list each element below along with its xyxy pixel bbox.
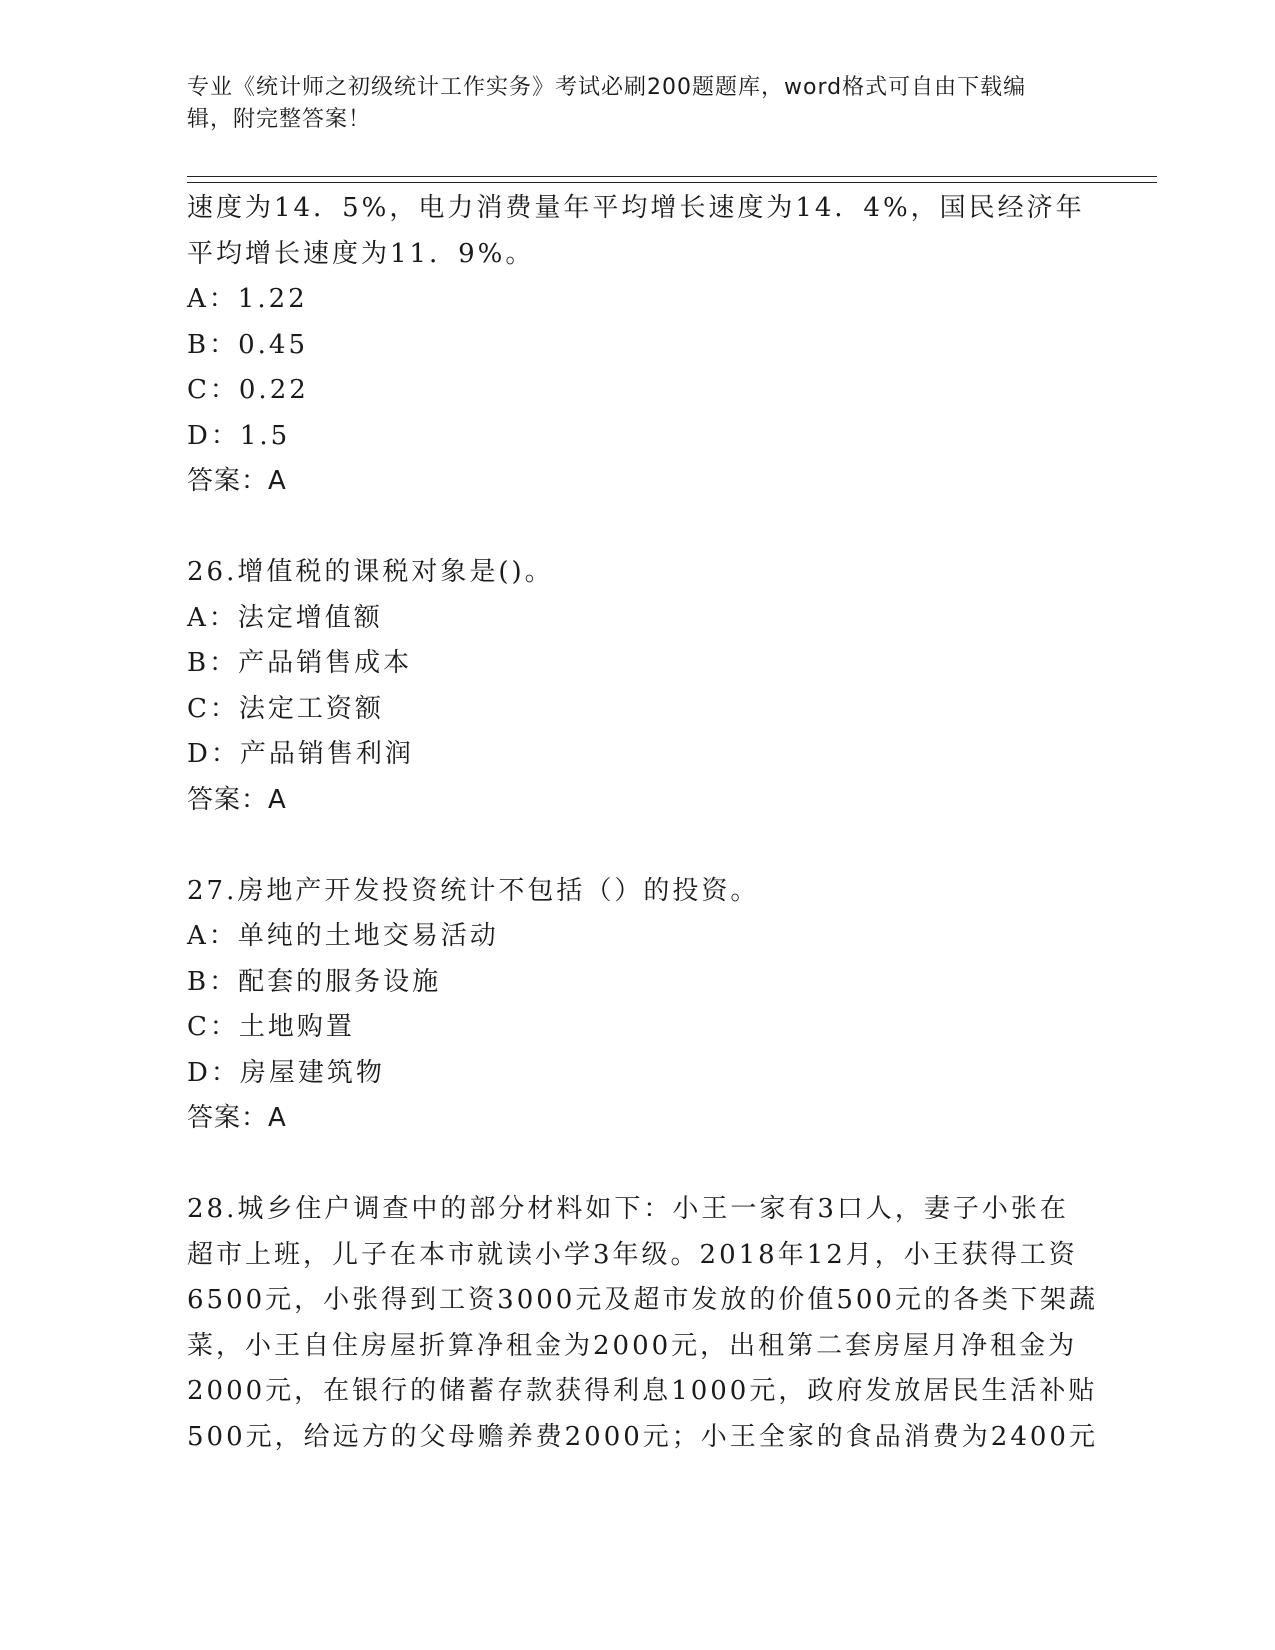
question-27 [187, 869, 1087, 1142]
question-text-line: 6500元，小张得到工资3000元及超市发放的价值500元的各类下架蔬 [187, 1285, 1098, 1315]
spacer [187, 505, 1087, 551]
question-26 [187, 550, 1087, 823]
question-text-line: 平均增长速度为11．9%。 [187, 238, 535, 269]
page-header: 专业《统计师之初级统计工作实务》考试必刷200题题库，word格式可自由下载编辑，附完整答案！ [187, 75, 1027, 132]
question-text-line: 500元，给远方的父母赡养费2000元；小王全家的食品消费为2400元 [187, 1421, 1098, 1452]
option-b: B：0.45 [187, 329, 308, 360]
header-divider-bottom [187, 182, 1157, 183]
question-text-line: 超市上班，儿子在本市就读小学3年级。2018年12月，小王获得工资 [187, 1239, 1078, 1270]
option-d: D：房屋建筑物 [187, 1057, 385, 1088]
header-divider-top [187, 176, 1157, 177]
answer-label: 答案：A [187, 466, 287, 496]
option-a: A：法定增值额 [187, 602, 383, 633]
question-stem: 26.增值税的课税对象是()。 [187, 557, 554, 587]
question-text-line: 2000元，在银行的储蓄存款获得利息1000元，政府发放居民生活补贴 [187, 1376, 1098, 1406]
option-c: C：0.22 [187, 375, 309, 405]
option-b: B：配套的服务设施 [187, 966, 442, 997]
option-d: D：1.5 [187, 420, 291, 451]
question-text-line: 速度为14．5%，电力消费量年平均增长速度为14．4%，国民经济年 [187, 193, 1085, 223]
answer-label: 答案：A [187, 784, 287, 815]
question-stem: 27.房地产开发投资统计不包括（）的投资。 [187, 875, 760, 906]
question-25-continued [187, 186, 1087, 505]
option-c: C：法定工资额 [187, 693, 384, 724]
option-b: B：产品销售成本 [187, 648, 413, 678]
option-a: A：单纯的土地交易活动 [187, 921, 499, 951]
option-c: C：土地购置 [187, 1012, 355, 1042]
question-28 [187, 1187, 1098, 1460]
document-body [187, 186, 1098, 1460]
question-text-line: 28.城乡住户调查中的部分材料如下：小王一家有3口人，妻子小张在 [187, 1194, 1069, 1224]
option-a: A：1.22 [187, 284, 308, 314]
spacer [187, 823, 1087, 869]
spacer [187, 1142, 1087, 1188]
option-d: D：产品销售利润 [187, 739, 414, 769]
answer-label: 答案：A [187, 1103, 287, 1133]
question-text-line: 菜，小王自住房屋折算净租金为2000元，出租第二套房屋月净租金为 [187, 1330, 1078, 1361]
